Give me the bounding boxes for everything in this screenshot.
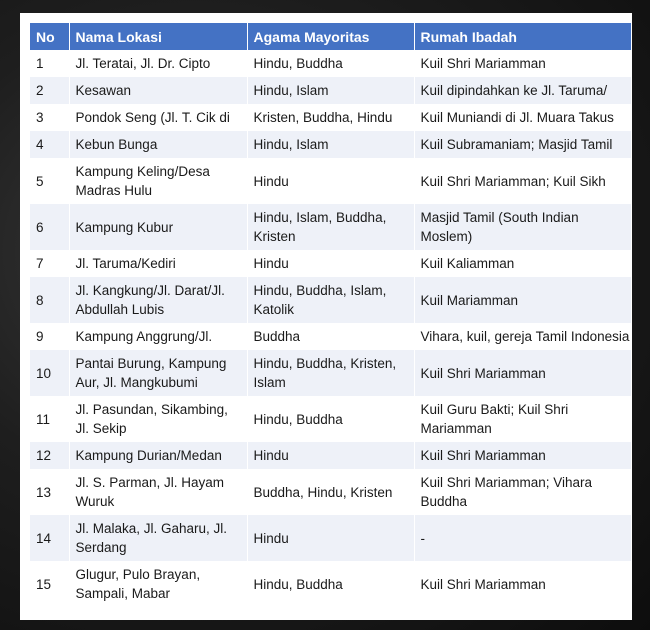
cell-no: 3 (30, 104, 69, 131)
cell-no: 12 (30, 442, 69, 469)
table-row (30, 131, 631, 158)
cell-worship-place: - (414, 515, 631, 561)
cell-no: 13 (30, 469, 69, 515)
cell-location: Kampung Durian/Medan (69, 442, 247, 469)
header-agama-mayoritas: Agama Mayoritas (247, 23, 414, 50)
table-row (30, 50, 631, 77)
cell-no: 5 (30, 158, 69, 204)
cell-worship-place: Kuil Shri Mariamman (414, 50, 631, 77)
cell-worship-place: Kuil Kaliamman (414, 250, 631, 277)
table-row (30, 204, 631, 250)
cell-location: Jl. Malaka, Jl. Gaharu, Jl. Serdang (69, 515, 247, 561)
cell-no: 15 (30, 561, 69, 607)
cell-no: 14 (30, 515, 69, 561)
table-row (30, 396, 631, 442)
cell-worship-place: Kuil Guru Bakti; Kuil Shri Mariamman (414, 396, 631, 442)
table-row (30, 442, 631, 469)
cell-religion: Hindu (247, 515, 414, 561)
cell-worship-place: Vihara, kuil, gereja Tamil Indonesia (414, 323, 631, 350)
cell-worship-place: Masjid Tamil (South Indian Moslem) (414, 204, 631, 250)
table-row (30, 250, 631, 277)
cell-location: Kampung Keling/Desa Madras Hulu (69, 158, 247, 204)
cell-religion: Kristen, Buddha, Hindu (247, 104, 414, 131)
cell-worship-place: Kuil dipindahkan ke Jl. Taruma/ (414, 77, 631, 104)
cell-religion: Buddha (247, 323, 414, 350)
header-no: No (30, 23, 69, 50)
cell-location: Pantai Burung, Kampung Aur, Jl. Mangkubumi (69, 350, 247, 396)
table-header-row (30, 23, 631, 50)
cell-worship-place: Kuil Shri Mariamman (414, 442, 631, 469)
cell-location: Jl. S. Parman, Jl. Hayam Wuruk (69, 469, 247, 515)
religious-sites-table (30, 23, 631, 607)
cell-religion: Hindu (247, 442, 414, 469)
header-rumah-ibadah: Rumah Ibadah (414, 23, 631, 50)
cell-worship-place: Kuil Mariamman (414, 277, 631, 323)
cell-worship-place: Kuil Muniandi di Jl. Muara Takus (414, 104, 631, 131)
cell-religion: Hindu, Buddha (247, 561, 414, 607)
cell-no: 11 (30, 396, 69, 442)
cell-no: 4 (30, 131, 69, 158)
cell-religion: Hindu, Buddha (247, 50, 414, 77)
cell-location: Jl. Teratai, Jl. Dr. Cipto (69, 50, 247, 77)
table-card (20, 13, 632, 620)
cell-religion: Hindu, Islam (247, 131, 414, 158)
table-row (30, 515, 631, 561)
cell-no: 8 (30, 277, 69, 323)
cell-no: 9 (30, 323, 69, 350)
cell-location: Pondok Seng (Jl. T. Cik di (69, 104, 247, 131)
cell-religion: Hindu, Buddha (247, 396, 414, 442)
cell-religion: Hindu, Buddha, Kristen, Islam (247, 350, 414, 396)
cell-religion: Hindu, Islam, Buddha, Kristen (247, 204, 414, 250)
table-row (30, 561, 631, 607)
header-nama-lokasi: Nama Lokasi (69, 23, 247, 50)
cell-religion: Hindu, Islam (247, 77, 414, 104)
table-row (30, 77, 631, 104)
cell-no: 1 (30, 50, 69, 77)
cell-worship-place: Kuil Shri Mariamman; Vihara Buddha (414, 469, 631, 515)
cell-location: Kampung Anggrung/Jl. (69, 323, 247, 350)
table-row (30, 277, 631, 323)
cell-worship-place: Kuil Shri Mariamman (414, 350, 631, 396)
cell-location: Jl. Taruma/Kediri (69, 250, 247, 277)
cell-worship-place: Kuil Shri Mariamman (414, 561, 631, 607)
cell-religion: Hindu (247, 158, 414, 204)
cell-no: 10 (30, 350, 69, 396)
cell-worship-place: Kuil Shri Mariamman; Kuil Sikh (414, 158, 631, 204)
cell-religion: Hindu, Buddha, Islam, Katolik (247, 277, 414, 323)
cell-religion: Hindu (247, 250, 414, 277)
cell-no: 7 (30, 250, 69, 277)
cell-worship-place: Kuil Subramaniam; Masjid Tamil (414, 131, 631, 158)
table-row (30, 104, 631, 131)
cell-location: Kebun Bunga (69, 131, 247, 158)
cell-location: Jl. Kangkung/Jl. Darat/Jl. Abdullah Lubis (69, 277, 247, 323)
table-row (30, 158, 631, 204)
cell-location: Glugur, Pulo Brayan, Sampali, Mabar (69, 561, 247, 607)
cell-religion: Buddha, Hindu, Kristen (247, 469, 414, 515)
cell-location: Kampung Kubur (69, 204, 247, 250)
table-row (30, 350, 631, 396)
table-row (30, 323, 631, 350)
cell-no: 2 (30, 77, 69, 104)
cell-location: Kesawan (69, 77, 247, 104)
cell-location: Jl. Pasundan, Sikambing, Jl. Sekip (69, 396, 247, 442)
cell-no: 6 (30, 204, 69, 250)
table-row (30, 469, 631, 515)
